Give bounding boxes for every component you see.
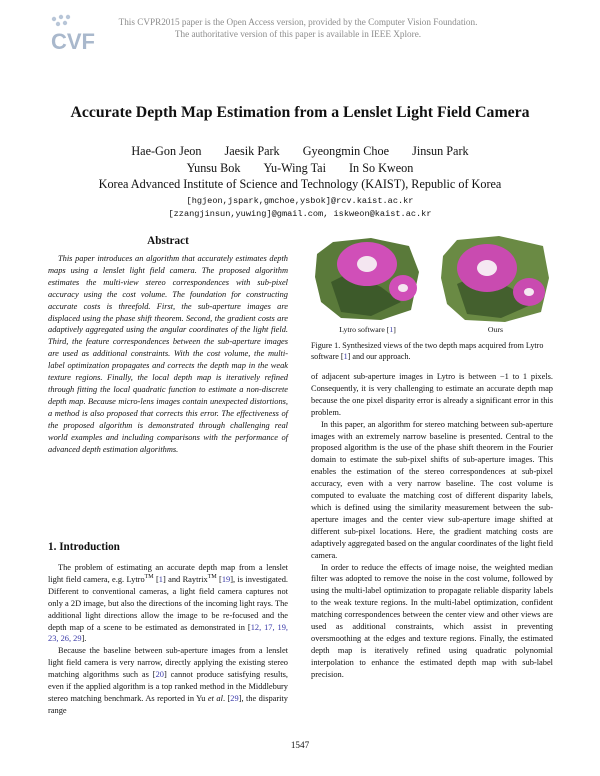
author-list — [0, 143, 600, 177]
author: Hae-Gon Jeon — [131, 144, 202, 158]
citation-link[interactable]: 1 — [343, 352, 348, 361]
citation-link[interactable]: 12, 17, 19, 23, 26, 29 — [48, 622, 288, 644]
email-line-2: [zzangjinsun,yuwing]@gmail.com, iskweon@kaist.ac.kr — [168, 208, 432, 219]
citation-link[interactable]: 20 — [155, 670, 164, 680]
author-line-1 — [0, 143, 600, 160]
author: Gyeongmin Choe — [302, 144, 390, 158]
author: In So Kweon — [349, 161, 414, 175]
section-heading-introduction: 1. Introduction — [48, 541, 120, 553]
author: Yunsu Bok — [186, 161, 241, 175]
intro-paragraph-continued: of adjacent sub-aperture images in Lytro is between −1 to 1 pixels. Consequently, it is very challenging to estimate an accurate depth map because the one pixel disparity error is already a significant error in this problem. — [311, 372, 553, 417]
citation-link[interactable]: 19 — [221, 574, 231, 584]
author: Yu-Wing Tai — [263, 161, 326, 175]
affiliation: Korea Advanced Institute of Science and Technology (KAIST), Republic of Korea — [98, 177, 502, 191]
citation-link[interactable]: 1 — [389, 325, 394, 334]
paper-title: Accurate Depth Map Estimation from a Lenslet Light Field Camera — [70, 104, 530, 121]
intro-paragraph-1: The problem of estimating an accurate depth map from a lenslet light field camera, e.g. Lytro™ [1] and Raytrix™ [19], is investigated. Different to conventional cameras, a light field camera captures not only a 2D image, but also the directions of the incoming light rays. The additional light directions allow the image to be re-focused and the depth map of a scene to be estimated as demonstrated in [12, 17, 19, 23, 26, 29]. — [48, 563, 288, 644]
intro-paragraph-2: Because the baseline between sub-aperture images from a lenslet light field camera is very narrow, directly applying the existing stereo matching algorithms such as [20] cannot produce satisfying results, even if the applied algorithm is a top ranked method in the Middlebury stereo matching benchmark. As reported in Yu et al. [29], the disparity range — [48, 646, 288, 715]
author: Jaesik Park — [224, 144, 280, 158]
abstract-heading: Abstract — [147, 235, 189, 247]
intro-paragraph-4: In order to reduce the effects of image noise, the weighted median filter was adopted to remove the noise in the cost volume, followed by using the multi-label optimization to propagate reliable disparity labels to the weak texture regions. In the multi-label optimization, confident matching correspondences between the center view and other views are used as additional constraints, which assist in preventing oversmoothing at the edges and texture regions. Finally, the estimated depth map is iteratively refined using quadratic polynomial interpolation to enhance the estimated depth map with sub-label precision. — [311, 562, 553, 679]
figure-1 — [311, 232, 552, 336]
figure-label-ours: Ours — [487, 325, 504, 334]
svg-text:CVF: CVF — [51, 29, 95, 53]
ours-depth-view-image — [439, 232, 552, 324]
email-block — [0, 195, 600, 220]
open-access-notice — [108, 16, 488, 41]
notice-line-1: This CVPR2015 paper is the Open Access version, provided by the Computer Vision Foundation. — [118, 17, 478, 27]
abstract-text: This paper introduces an algorithm that accurately estimates depth maps using a lenslet light field camera. The proposed algorithm estimates the multi-view stereo correspondences with sub-pixel accuracy using the cost volume. The foundation for constructing accurate costs is threefold. First, the sub-aperture images are displaced using the phase shift theorem. Second, the gradient costs are adaptively aggregated using the angular coordinates of the light field. Third, the feature correspondences between the sub-aperture images are used as additional constraints. With the cost volume, the multi-label optimization propagates and corrects the depth map in the weak texture regions. Finally, the local depth map is iteratively refined through fitting the local quadratic function to estimate a non-discrete depth map. Because micro-lens images contain unexpected distortions, a method is also proposed that corrects this error. The effectiveness of the proposed algorithm is demonstrated through challenging real world examples and including comparisons with the performance of advanced depth estimation algorithms. — [48, 254, 288, 454]
intro-paragraph-3: In this paper, an algorithm for stereo matching between sub-aperture images with an extremely narrow baseline is presented. Central to the proposed algorithm is the use of the phase shift theorem in the Fourier domain to estimate the sub-pixel shifts of sub-aperture images. This enables the estimation of the stereo correspondences at sub-pixel accuracy, even with a very narrow baseline. The cost volume is computed to evaluate the matching cost of different disparity labels, which is defined using the similarity measurement between the sub-aperture images and the center view sub-aperture image shifted at different sub-pixel locations. Here, the gradient matching costs are adaptively aggregated based on the angular coordinates of the light field camera. — [311, 419, 553, 560]
page-number: 1547 — [290, 740, 310, 750]
lytro-depth-view-image — [311, 232, 424, 324]
author-line-2 — [0, 160, 600, 177]
figure-label-lytro: Lytro software [1] — [339, 325, 396, 334]
author: Jinsun Park — [412, 144, 469, 158]
cvf-logo — [50, 13, 98, 53]
citation-link[interactable]: 29 — [230, 693, 239, 703]
right-column-body — [311, 371, 553, 681]
email-line-1: [hgjeon,jspark,gmchoe,ysbok]@rcv.kaist.ac.kr — [186, 196, 414, 206]
citation-link[interactable]: 1 — [158, 574, 163, 584]
left-column-body — [48, 562, 288, 717]
notice-line-2: The authoritative version of this paper is available in IEEE Xplore. — [174, 29, 422, 40]
figure-1-caption: Figure 1. Synthesized views of the two depth maps acquired from Lytro software [1] and our approach. — [311, 341, 544, 361]
